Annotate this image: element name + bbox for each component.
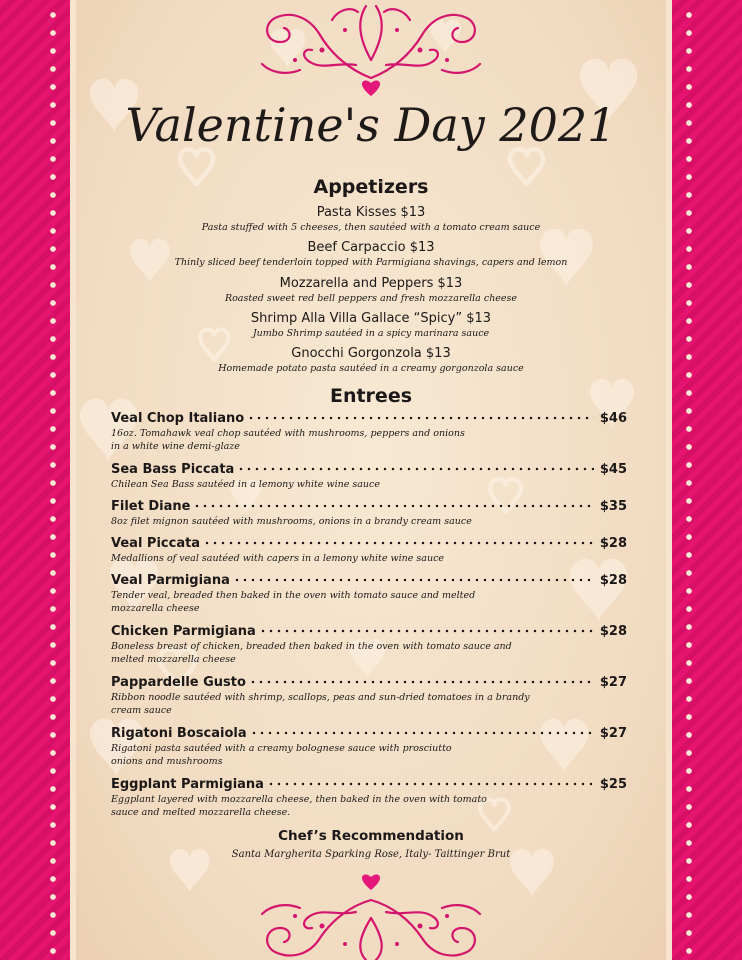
- appetizer-name: Pasta Kisses $13: [316, 205, 426, 220]
- entree-desc-line: Ribbon noodle sautéed with shrimp, scallops, peas and sun-dried tomatoes in a brandy: [111, 692, 530, 703]
- dot-leader: [249, 680, 594, 684]
- entree-price: $45: [599, 462, 627, 477]
- entree-desc-line: 16oz. Tomahawk veal chop sautéed with mushrooms, peppers and onions: [111, 428, 465, 439]
- dot-leader: [259, 629, 594, 633]
- entree-name: Veal Piccata: [111, 536, 201, 551]
- appetizer-desc: Jumbo Shrimp sautéed in a spicy marinara sauce: [252, 328, 490, 339]
- entree-name: Veal Parmigiana: [111, 573, 230, 588]
- entree-desc-line: Medallions of veal sautéed with capers in a lemony white wine sauce: [111, 553, 445, 564]
- list-item: [70, 204, 672, 234]
- entree-desc: [111, 691, 551, 717]
- entree-desc: [111, 478, 551, 491]
- entree-desc: [111, 793, 551, 819]
- dot-leader: [233, 578, 594, 582]
- list-item: [111, 777, 627, 819]
- entree-price: $28: [599, 536, 627, 551]
- entree-desc-line: 8oz filet mignon sautéed with mushrooms, onions in a brandy cream sauce: [111, 516, 472, 527]
- menu-panel: [70, 0, 672, 960]
- entree-name: Pappardelle Gusto: [111, 675, 246, 690]
- dot-leader: [193, 504, 593, 508]
- entree-price: $27: [599, 675, 627, 690]
- entree-price: $25: [599, 777, 627, 792]
- page-title: Valentine's Day 2021: [125, 98, 617, 152]
- appetizer-name: Beef Carpaccio $13: [307, 240, 435, 255]
- dot-leader: [267, 782, 594, 786]
- entree-desc-line: Eggplant layered with mozzarella cheese, then baked in the oven with tomato: [111, 794, 487, 805]
- entree-desc: [111, 552, 551, 565]
- dot-leader: [203, 541, 594, 545]
- list-item: [111, 675, 627, 717]
- right-dot-trim: [684, 0, 694, 960]
- appetizer-name: Mozzarella and Peppers $13: [279, 276, 463, 291]
- entree-price: $35: [599, 499, 627, 514]
- entree-name: Chicken Parmigiana: [111, 624, 256, 639]
- dot-leader: [250, 731, 594, 735]
- appetizer-desc: Thinly sliced beef tenderloin topped with Parmigiana shavings, capers and lemon: [174, 257, 568, 268]
- entree-desc-line: Rigatoni pasta sautéed with a creamy bolognese sauce with prosciutto: [111, 743, 452, 754]
- list-item: [111, 624, 627, 666]
- entree-desc-line: mozzarella cheese: [111, 603, 200, 614]
- dot-leader: [237, 467, 594, 471]
- entree-name: Veal Chop Italiano: [111, 411, 245, 426]
- entree-price: $46: [599, 411, 627, 426]
- entree-desc: [111, 589, 551, 615]
- list-item: [70, 239, 672, 269]
- floral-swirl-icon: [70, 0, 672, 100]
- entrees-heading: Entrees: [329, 385, 413, 407]
- entree-price: $28: [599, 573, 627, 588]
- left-border: [0, 0, 70, 960]
- entree-desc-line: sauce and melted mozzarella cheese.: [111, 807, 291, 818]
- list-item: [111, 462, 627, 491]
- entree-desc-line: in a white wine demi-glaze: [111, 441, 240, 452]
- appetizers-heading: Appetizers: [313, 176, 429, 198]
- list-item: [70, 275, 672, 305]
- list-item: [111, 726, 627, 768]
- dot-leader: [247, 416, 594, 420]
- left-dot-trim: [48, 0, 58, 960]
- list-item: [111, 499, 627, 528]
- entree-desc-line: melted mozzarella cheese: [111, 654, 236, 665]
- entree-desc: [111, 640, 551, 666]
- panel-edge-left: [70, 0, 76, 960]
- appetizer-desc: Pasta stuffed with 5 cheeses, then sautéed with a tomato cream sauce: [201, 222, 541, 233]
- entree-desc-line: Boneless breast of chicken, breaded then baked in the oven with tomato sauce and: [111, 641, 512, 652]
- entree-price: $27: [599, 726, 627, 741]
- list-item: [111, 573, 627, 615]
- entree-desc: [111, 742, 551, 768]
- list-item: [111, 411, 627, 453]
- entree-desc-line: onions and mushrooms: [111, 756, 223, 767]
- entree-desc: [111, 515, 551, 528]
- list-item: [70, 310, 672, 340]
- chef-recommendation-heading: Chef’s Recommendation: [278, 828, 464, 844]
- entree-desc-line: Chilean Sea Bass sautéed in a lemony white wine sauce: [111, 479, 380, 490]
- entree-name: Rigatoni Boscaiola: [111, 726, 247, 741]
- panel-edge-right: [666, 0, 672, 960]
- entree-desc-line: cream sauce: [111, 705, 172, 716]
- entree-desc-line: Tender veal, breaded then baked in the oven with tomato sauce and melted: [111, 590, 476, 601]
- entree-name: Filet Diane: [111, 499, 191, 514]
- chef-recommendation-text: Santa Margherita Sparking Rose, Italy- Taittinger Brut: [231, 849, 511, 860]
- appetizer-name: Gnocchi Gorgonzola $13: [291, 346, 451, 361]
- list-item: [70, 345, 672, 375]
- entree-desc: [111, 427, 551, 453]
- right-border: [672, 0, 742, 960]
- appetizer-desc: Homemade potato pasta sautéed in a creamy gorgonzola sauce: [218, 363, 524, 374]
- entree-name: Sea Bass Piccata: [111, 462, 235, 477]
- list-item: [111, 536, 627, 565]
- appetizer-desc: Roasted sweet red bell peppers and fresh mozzarella cheese: [224, 293, 518, 304]
- entree-name: Eggplant Parmigiana: [111, 777, 264, 792]
- floral-swirl-icon: [70, 860, 672, 960]
- entree-price: $28: [599, 624, 627, 639]
- appetizer-name: Shrimp Alla Villa Gallace “Spicy” $13: [250, 311, 492, 326]
